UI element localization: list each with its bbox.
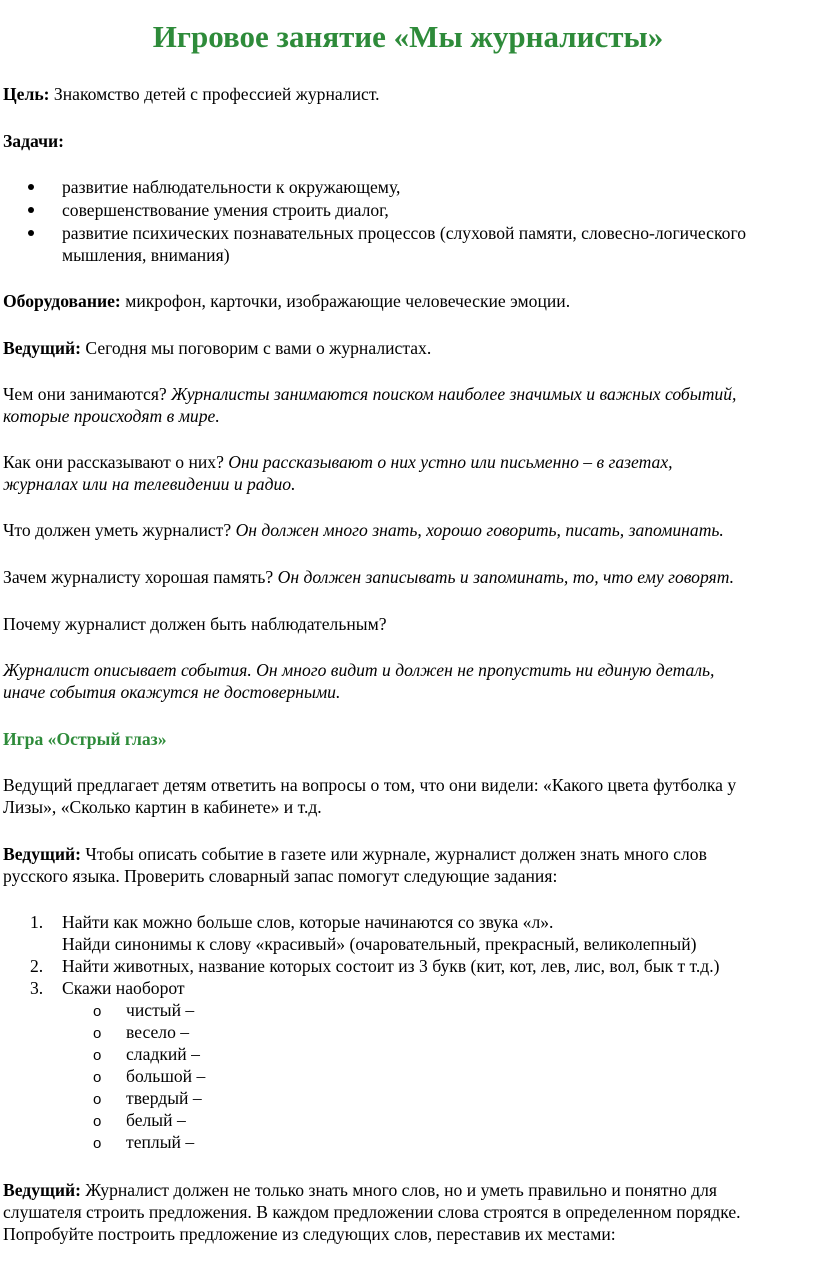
host-paragraph-1 — [3, 338, 811, 360]
answer: Журналисты занимаются поиском наиболее значимых и важных событий, — [171, 384, 737, 404]
list-number: 1. — [30, 912, 44, 932]
equipment-label: Оборудование: — [3, 291, 121, 311]
host-text-continued: слушателя строить предложения. В каждом предложении слова строятся в определенном порядке. — [3, 1202, 741, 1222]
host-label: Ведущий: — [3, 1180, 81, 1200]
opposite-item: чистый – — [126, 1000, 195, 1020]
exercise-item: Найти животных, название которых состоит из 3 букв (кит, кот, лев, лис, вол, бык т т.д.) — [62, 956, 720, 976]
equipment-text: микрофон, карточки, изображающие человеческие эмоции. — [120, 291, 571, 311]
task-item-continued: мышления, внимания) — [62, 245, 230, 265]
exercise-item-continued: Найди синонимы к слову «красивый» (очаровательный, прекрасный, великолепный) — [62, 934, 697, 954]
question: Как они рассказывают о них? — [3, 452, 229, 472]
qa-paragraph-4 — [3, 567, 811, 589]
circle-bullet-icon: o — [93, 1113, 102, 1130]
answer: Он должен записывать и запоминать, то, что ему говорят. — [277, 567, 735, 587]
opposite-item: сладкий – — [126, 1044, 200, 1064]
answer: Он должен много знать, хорошо говорить, писать, запоминать. — [235, 520, 724, 540]
exercise-item: Скажи наоборот — [62, 978, 185, 998]
game-heading: Игра «Острый глаз» — [3, 729, 167, 749]
circle-bullet-icon: o — [93, 1003, 102, 1020]
question: Что должен уметь журналист? — [3, 520, 236, 540]
host-label: Ведущий: — [3, 338, 81, 358]
qa-paragraph-1 — [3, 384, 811, 406]
host-text: Чтобы описать событие в газете или журнале, журналист должен знать много слов — [81, 844, 707, 864]
qa-paragraph-5 — [3, 614, 811, 636]
answer: Они рассказывают о них устно или письменно – в газетах, — [228, 452, 673, 472]
question: Зачем журналисту хорошая память? — [3, 567, 278, 587]
circle-bullet-icon: o — [93, 1135, 102, 1152]
qa-paragraph-3 — [3, 520, 811, 542]
question: Почему журналист должен быть наблюдательным? — [3, 614, 387, 634]
bullet-icon — [28, 177, 48, 199]
task-item: совершенствование умения строить диалог, — [62, 200, 389, 220]
circle-bullet-icon: o — [93, 1025, 102, 1042]
opposite-item: теплый – — [126, 1132, 195, 1152]
bullet-icon — [28, 223, 48, 245]
list-number: 3. — [30, 978, 44, 998]
exercise-item: Найти как можно больше слов, которые начинаются со звука «л». — [62, 912, 554, 932]
circle-bullet-icon: o — [93, 1091, 102, 1108]
host-label: Ведущий: — [3, 844, 81, 864]
circle-bullet-icon: o — [93, 1047, 102, 1064]
goal-label: Цель: — [3, 84, 50, 104]
equipment-paragraph — [3, 291, 811, 313]
answer-observe-line1: Журналист описывает события. Он много видит и должен не пропустить ни единую деталь, — [3, 660, 715, 680]
answer-continued: журналах или на телевидении и радио. — [3, 474, 296, 494]
host-text: Сегодня мы поговорим с вами о журналистах. — [81, 338, 432, 358]
host-text: Журналист должен не только знать много слов, но и уметь правильно и понятно для — [81, 1180, 718, 1200]
host-paragraph-3 — [3, 1180, 811, 1202]
answer-observe-line2: иначе события окажутся не достоверными. — [3, 682, 341, 702]
host-text-continued: русского языка. Проверить словарный запас помогут следующие задания: — [3, 866, 558, 886]
host-text-continued: Попробуйте построить предложение из следующих слов, переставив их местами: — [3, 1224, 616, 1244]
game-text-line1: Ведущий предлагает детям ответить на вопросы о том, что они видели: «Какого цвета футболка у — [3, 775, 737, 795]
goal-paragraph — [3, 84, 811, 106]
circle-bullet-icon: o — [93, 1069, 102, 1086]
opposite-item: весело – — [126, 1022, 190, 1042]
list-number: 2. — [30, 956, 44, 976]
game-text-line2: Лизы», «Сколько картин в кабинете» и т.д. — [3, 797, 322, 817]
task-item: развитие психических познавательных процессов (слуховой памяти, словесно-логического — [62, 223, 747, 243]
bullet-icon — [28, 200, 48, 222]
question: Чем они занимаются? — [3, 384, 172, 404]
opposite-item: большой – — [126, 1066, 206, 1086]
tasks-label: Задачи: — [3, 131, 64, 151]
goal-text: Знакомство детей с профессией журналист. — [49, 84, 380, 104]
answer-continued: которые происходят в мире. — [3, 406, 220, 426]
task-item: развитие наблюдательности к окружающему, — [62, 177, 401, 197]
opposite-item: белый – — [126, 1110, 186, 1130]
host-paragraph-2 — [3, 844, 811, 866]
opposite-item: твердый – — [126, 1088, 202, 1108]
qa-paragraph-2 — [3, 452, 811, 474]
page-title: Игровое занятие «Мы журналисты» — [152, 19, 664, 54]
